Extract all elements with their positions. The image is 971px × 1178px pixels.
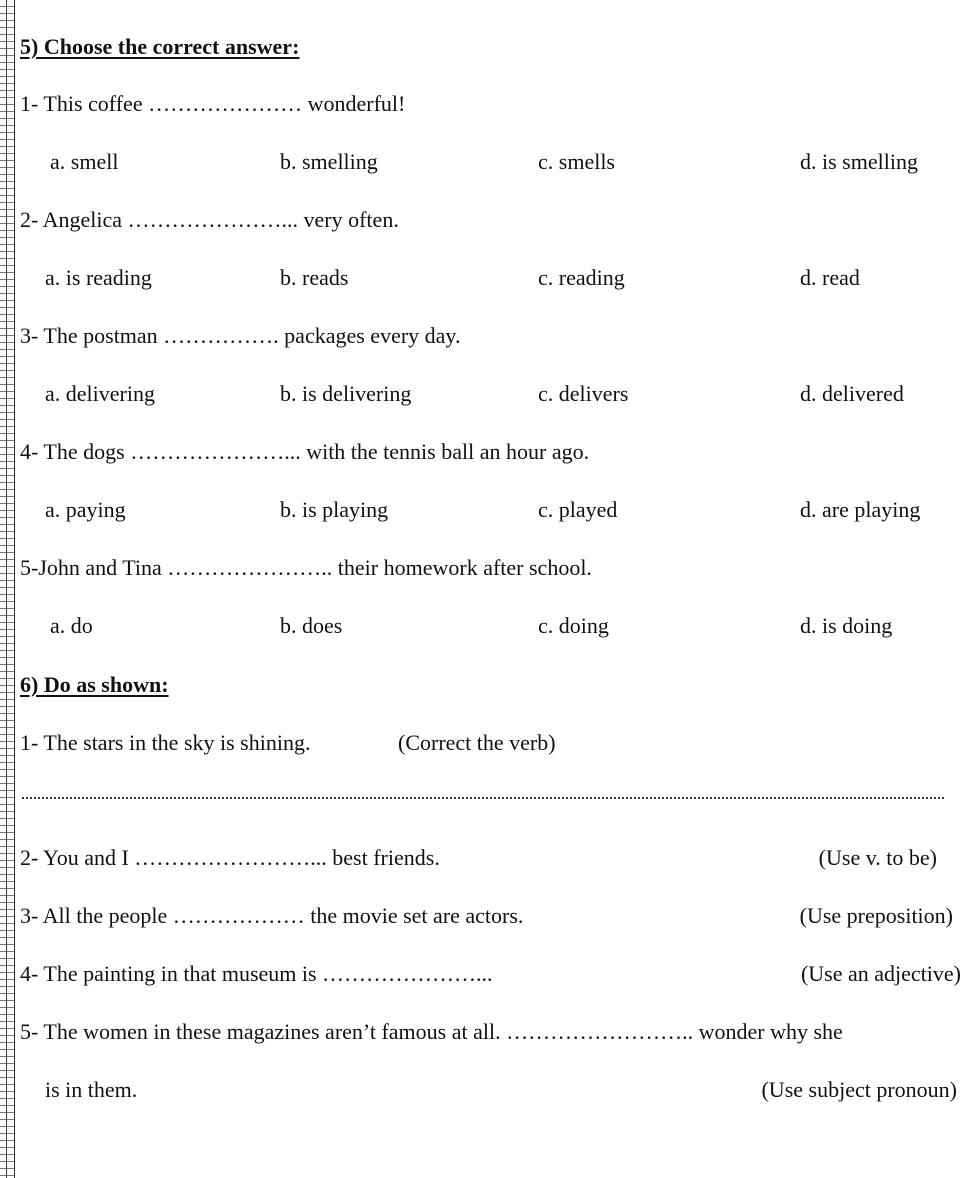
question-4-option-b[interactable]: b. is playing: [280, 497, 389, 522]
question-2-option-d[interactable]: d. read: [800, 265, 860, 290]
question-1-option-c[interactable]: c. smells: [538, 149, 615, 174]
section-5-title: 5) Choose the correct answer:: [20, 34, 300, 59]
question-3-option-a[interactable]: a. delivering: [45, 381, 155, 406]
answer-line[interactable]: [22, 797, 944, 799]
task-5-text: 5- The women in these magazines aren’t famous at all. …………………….. wonder why she: [20, 1019, 843, 1044]
question-5-option-b[interactable]: b. does: [280, 613, 343, 638]
task-3-hint: (Use preposition): [799, 903, 953, 928]
question-2-option-a[interactable]: a. is reading: [45, 265, 152, 290]
question-1-option-d[interactable]: d. is smelling: [800, 149, 918, 174]
task-1-hint: (Correct the verb): [398, 730, 556, 755]
task-2-hint: (Use v. to be): [818, 845, 937, 870]
question-3-option-b[interactable]: b. is delivering: [280, 381, 412, 406]
question-5-option-a[interactable]: a. do: [50, 613, 93, 638]
question-4-option-a[interactable]: a. paying: [45, 497, 126, 522]
question-4-option-c[interactable]: c. played: [538, 497, 618, 522]
question-1-option-a[interactable]: a. smell: [50, 149, 119, 174]
question-3-option-c[interactable]: c. delivers: [538, 381, 629, 406]
task-1-text: 1- The stars in the sky is shining.: [20, 730, 311, 755]
question-4-option-d[interactable]: d. are playing: [800, 497, 921, 522]
question-4-stem: 4- The dogs …………………... with the tennis ball an hour ago.: [20, 439, 590, 464]
task-5-continuation: is in them.: [45, 1077, 138, 1102]
question-1-option-b[interactable]: b. smelling: [280, 149, 378, 174]
section-6-title: 6) Do as shown:: [20, 672, 169, 697]
question-5-stem: 5-John and Tina ………………….. their homework after school.: [20, 555, 592, 580]
question-2-stem: 2- Angelica …………………... very often.: [20, 207, 399, 232]
page-border: [0, 0, 15, 1178]
question-2-option-b[interactable]: b. reads: [280, 265, 349, 290]
task-4-hint: (Use an adjective): [800, 961, 961, 986]
question-3-option-d[interactable]: d. delivered: [800, 381, 904, 406]
question-3-stem: 3- The postman ……………. packages every day.: [20, 323, 461, 348]
question-1-stem: 1- This coffee ………………… wonderful!: [20, 91, 406, 116]
task-4-text: 4- The painting in that museum is …………………...: [20, 961, 493, 986]
task-3-text: 3- All the people ……………… the movie set are actors.: [20, 903, 524, 928]
task-2-text: 2- You and I ……………………... best friends.: [20, 845, 440, 870]
question-5-option-c[interactable]: c. doing: [538, 613, 609, 638]
question-5-option-d[interactable]: d. is doing: [800, 613, 893, 638]
question-2-option-c[interactable]: c. reading: [538, 265, 625, 290]
task-5-hint: (Use subject pronoun): [761, 1077, 957, 1102]
